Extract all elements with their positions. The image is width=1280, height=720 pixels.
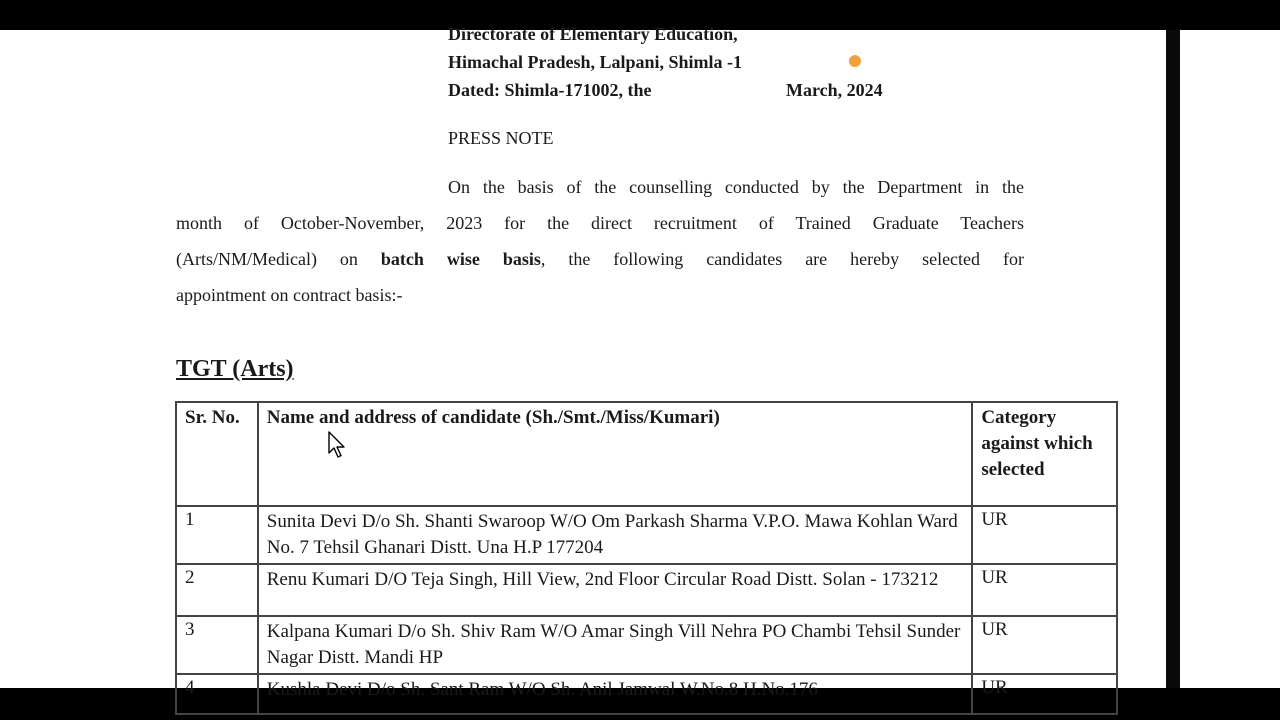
table-row: [176, 564, 1117, 616]
row-category: UR: [972, 506, 1117, 564]
paragraph-line-3-end: , the following candidates are hereby selected for: [540, 249, 1024, 269]
row-category: UR: [972, 616, 1117, 674]
row-sr-no: 2: [176, 564, 258, 616]
paragraph-line-1: On the basis of the counselling conducted by the Department in the: [448, 177, 1024, 197]
paragraph-line-4: appointment on contract basis:-: [176, 285, 403, 305]
candidates-table: [175, 401, 1118, 715]
document-page: [0, 24, 1166, 700]
press-note-heading: PRESS NOTE: [448, 128, 554, 148]
row-category: UR: [972, 674, 1117, 714]
paragraph-line-3-start: (Arts/NM/Medical) on: [176, 249, 381, 269]
background-panel: [1180, 30, 1280, 688]
page-edge-shadow: [1166, 30, 1180, 688]
row-candidate-name: Sunita Devi D/o Sh. Shanti Swaroop W/O Om Parkash Sharma V.P.O. Mawa Kohlan Ward No. 7 Tehsil Ghanari Distt. Una H.P 177204: [258, 506, 973, 564]
header-name-address: Name and address of candidate (Sh./Smt./Miss/Kumari): [258, 402, 973, 506]
row-sr-no: 1: [176, 506, 258, 564]
header-sr-no: Sr. No.: [176, 402, 258, 506]
dated-line: Dated: Shimla-171002, the: [448, 80, 652, 100]
mouse-pointer-icon: [328, 431, 346, 459]
paragraph-line-2: month of October-November, 2023 for the direct recruitment of Trained Graduate Teachers: [176, 213, 1024, 233]
dated-month-year: March, 2024: [786, 80, 883, 100]
table-row: [176, 616, 1117, 674]
row-candidate-name: Kushla Devi D/o Sh. Sant Ram W/O Sh. Anil Jamwal W.No.8 H.No.176: [258, 674, 973, 714]
marker-dot: [849, 55, 861, 67]
table-header-row: [176, 402, 1117, 506]
row-candidate-name: Kalpana Kumari D/o Sh. Shiv Ram W/O Amar Singh Vill Nehra PO Chambi Tehsil Sunder Nagar Distt. Mandi HP: [258, 616, 973, 674]
row-category: UR: [972, 564, 1117, 616]
letterhead-line-1: Directorate of Elementary Education,: [448, 24, 738, 44]
row-sr-no: 3: [176, 616, 258, 674]
paragraph-line-3-bold: batch wise basis: [380, 249, 541, 269]
table-row: [176, 506, 1117, 564]
table-row: [176, 674, 1117, 714]
header-category: Category against which selected: [972, 402, 1117, 506]
letterhead-line-2: Himachal Pradesh, Lalpani, Shimla -1: [448, 52, 743, 72]
section-title: TGT (Arts): [176, 356, 294, 382]
paragraph-line-3: [176, 249, 1024, 270]
row-candidate-name: Renu Kumari D/O Teja Singh, Hill View, 2nd Floor Circular Road Distt. Solan - 173212: [258, 564, 973, 616]
row-sr-no: 4: [176, 674, 258, 714]
